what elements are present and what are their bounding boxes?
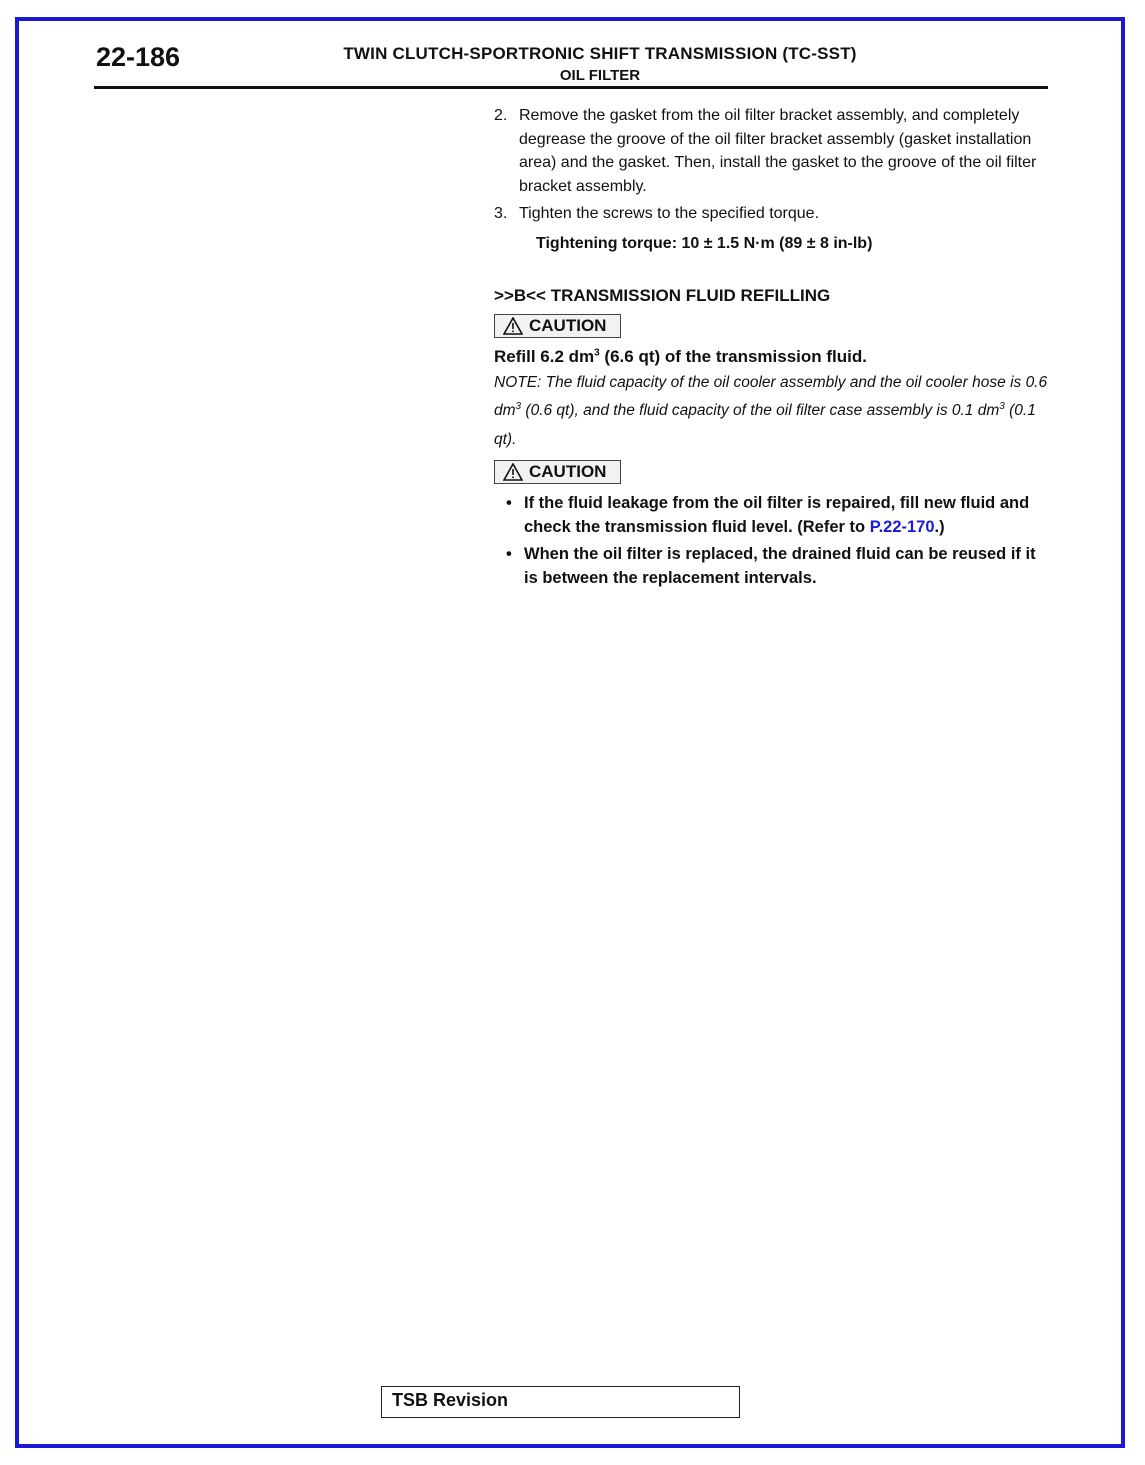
tightening-torque: Tightening torque: 10 ± 1.5 N·m (89 ± 8 in-lb) [536, 234, 873, 252]
note-text: NOTE: The fluid capacity of the oil cooler assembly and the oil cooler hose is 0.6 $dm^3$ (0.6 qt), and the fluid capacity of the oil filter case assembly is 0.1 $dm^3$ (0.1 qt). [494, 373, 1048, 448]
caution-list [494, 491, 1050, 590]
list-item: • If the fluid leakage from the oil filter is repaired, fill new fluid and check the transmission fluid level. (Refer to P.22-170.) [506, 491, 1050, 539]
caution-label: CAUTION [529, 315, 607, 335]
warning-triangle-icon [503, 463, 523, 481]
tsb-revision-box: TSB Revision [381, 1386, 740, 1418]
refill-instruction: Refill 6.2 $dm^3$ (6.6 qt) of the transmission fluid. [494, 347, 867, 366]
step-text: Remove the gasket from the oil filter bracket assembly, and completely degrease the groove of the oil filter bracket assembly (gasket installation area) and the gasket. Then, install the gasket to the groove of the oil filter bracket assembly. [519, 107, 1037, 195]
list-item: • When the oil filter is replaced, the drained fluid can be reused if it is between the replacement intervals. [506, 542, 1050, 590]
step-number: 2. [494, 107, 508, 124]
section-title: OIL FILTER [559, 67, 641, 84]
step-3 [494, 202, 1050, 226]
caution-box [494, 460, 621, 484]
header-rule [94, 86, 1048, 89]
step-number: 3. [494, 205, 508, 222]
step-2 [494, 104, 1050, 198]
content-column [494, 104, 1050, 593]
caution-box [494, 314, 621, 338]
page-reference-link[interactable]: P.22-170 [869, 517, 935, 536]
page-number: 22-186 [96, 42, 181, 72]
section-heading: >>B<< TRANSMISSION FLUID REFILLING [494, 286, 831, 305]
bullet-icon: • [506, 493, 512, 512]
bullet-icon: • [506, 544, 512, 563]
step-text: Tighten the screws to the specified torque. [519, 205, 820, 222]
caution-label: CAUTION [529, 462, 607, 481]
warning-triangle-icon [503, 317, 523, 335]
chapter-title: TWIN CLUTCH-SPORTRONIC SHIFT TRANSMISSION (TC-SST) [343, 44, 857, 63]
